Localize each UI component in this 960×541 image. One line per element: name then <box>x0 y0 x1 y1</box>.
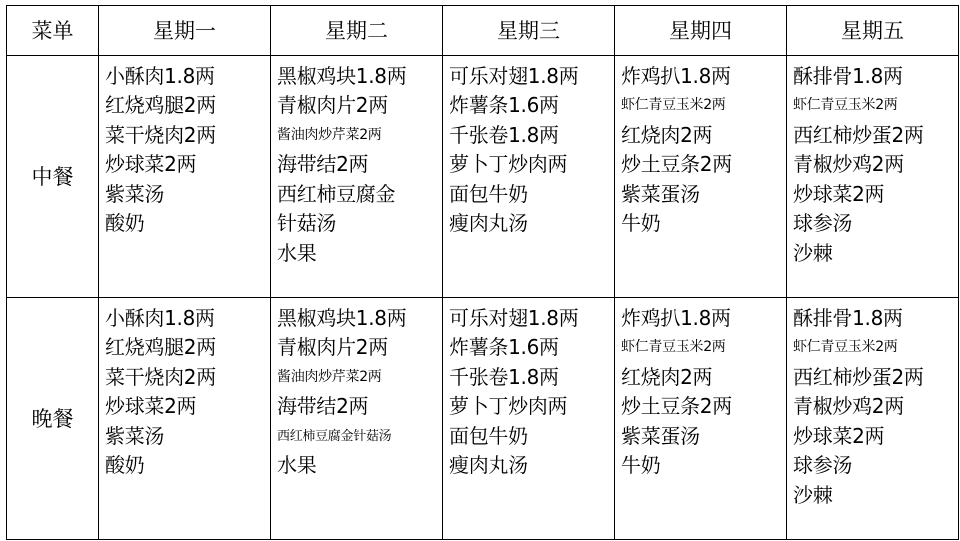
menu-item: 虾仁青豆玉米2两 <box>793 97 898 114</box>
menu-item: 萝卜丁炒肉两 <box>449 152 568 177</box>
corner-header: 菜单 <box>7 6 99 56</box>
menu-item: 面包牛奶 <box>449 181 528 206</box>
menu-item: 炒球菜2两 <box>105 394 197 419</box>
menu-item: 红烧肉2两 <box>621 364 713 389</box>
menu-item: 红烧肉2两 <box>621 122 713 147</box>
menu-item: 虾仁青豆玉米2两 <box>621 97 726 114</box>
menu-item: 西红柿豆腐金针菇汤 <box>277 428 392 444</box>
menu-item: 海带结2两 <box>277 394 369 419</box>
menu-item: 炸薯条1.6两 <box>449 93 559 118</box>
day-header-friday: 星期五 <box>787 6 959 56</box>
menu-item: 红烧鸡腿2两 <box>105 93 216 118</box>
menu-item: 黑椒鸡块1.8两 <box>277 305 407 330</box>
menu-item: 青椒肉片2两 <box>277 335 388 360</box>
menu-item: 紫菜蛋汤 <box>621 181 700 206</box>
menu-item: 牛奶 <box>621 453 661 478</box>
menu-cell <box>615 55 787 297</box>
menu-item: 炒球菜2两 <box>793 423 885 448</box>
menu-item: 黑椒鸡块1.8两 <box>277 63 407 88</box>
menu-item: 瘦肉丸汤 <box>449 211 528 236</box>
menu-item: 炒球菜2两 <box>793 181 885 206</box>
menu-item: 紫菜汤 <box>105 181 165 206</box>
menu-item: 可乐对翅1.8两 <box>449 305 579 330</box>
menu-item: 西红柿炒蛋2两 <box>793 122 924 147</box>
menu-item: 沙棘 <box>793 482 833 507</box>
menu-item: 虾仁青豆玉米2两 <box>793 339 898 356</box>
menu-cell <box>271 297 443 539</box>
menu-item: 沙棘 <box>793 240 833 265</box>
menu-item: 红烧鸡腿2两 <box>105 335 216 360</box>
menu-cell <box>787 297 959 539</box>
day-header-tuesday: 星期二 <box>271 6 443 56</box>
menu-item: 酥排骨1.8两 <box>793 63 903 88</box>
menu-item: 水果 <box>277 240 317 265</box>
menu-item: 菜干烧肉2两 <box>105 122 216 147</box>
menu-cell <box>99 297 271 539</box>
menu-item: 面包牛奶 <box>449 423 528 448</box>
menu-item: 酱油肉炒芹菜2两 <box>277 368 382 385</box>
menu-item: 青椒炒鸡2两 <box>793 394 904 419</box>
menu-item: 西红柿炒蛋2两 <box>793 364 924 389</box>
menu-item: 瘦肉丸汤 <box>449 453 528 478</box>
menu-item: 西红柿豆腐金 <box>277 181 396 206</box>
day-header-thursday: 星期四 <box>615 6 787 56</box>
menu-item: 炸薯条1.6两 <box>449 335 559 360</box>
menu-item: 千张卷1.8两 <box>449 122 559 147</box>
menu-cell <box>99 55 271 297</box>
menu-item: 千张卷1.8两 <box>449 364 559 389</box>
menu-item: 炒球菜2两 <box>105 152 197 177</box>
menu-item: 炸鸡扒1.8两 <box>621 305 731 330</box>
menu-item: 小酥肉1.8两 <box>105 63 215 88</box>
menu-item: 酸奶 <box>105 453 145 478</box>
menu-item: 紫菜蛋汤 <box>621 423 700 448</box>
weekly-menu-table <box>6 5 959 540</box>
day-header-monday: 星期一 <box>99 6 271 56</box>
meal-label-lunch: 中餐 <box>7 55 99 297</box>
menu-item: 酱油肉炒芹菜2两 <box>277 126 382 143</box>
menu-cell <box>787 55 959 297</box>
menu-item: 炒土豆条2两 <box>621 152 732 177</box>
menu-item: 炒土豆条2两 <box>621 394 732 419</box>
day-header-wednesday: 星期三 <box>443 6 615 56</box>
menu-item: 小酥肉1.8两 <box>105 305 215 330</box>
header-row <box>7 6 959 56</box>
menu-item: 萝卜丁炒肉两 <box>449 394 568 419</box>
menu-item: 球参汤 <box>793 211 853 236</box>
menu-item: 青椒炒鸡2两 <box>793 152 904 177</box>
menu-cell <box>443 297 615 539</box>
menu-item: 水果 <box>277 453 317 478</box>
menu-item: 球参汤 <box>793 453 853 478</box>
menu-cell <box>443 55 615 297</box>
meal-row-dinner <box>7 297 959 539</box>
menu-item: 虾仁青豆玉米2两 <box>621 339 726 356</box>
menu-item: 酸奶 <box>105 211 145 236</box>
menu-item: 青椒肉片2两 <box>277 93 388 118</box>
menu-cell <box>615 297 787 539</box>
menu-item: 牛奶 <box>621 211 661 236</box>
menu-item: 炸鸡扒1.8两 <box>621 63 731 88</box>
menu-cell <box>271 55 443 297</box>
menu-item: 针菇汤 <box>277 211 337 236</box>
menu-item: 紫菜汤 <box>105 423 165 448</box>
menu-item: 海带结2两 <box>277 152 369 177</box>
menu-item: 酥排骨1.8两 <box>793 305 903 330</box>
menu-item: 可乐对翅1.8两 <box>449 63 579 88</box>
meal-label-dinner: 晚餐 <box>7 297 99 539</box>
menu-item: 菜干烧肉2两 <box>105 364 216 389</box>
meal-row-lunch <box>7 55 959 297</box>
